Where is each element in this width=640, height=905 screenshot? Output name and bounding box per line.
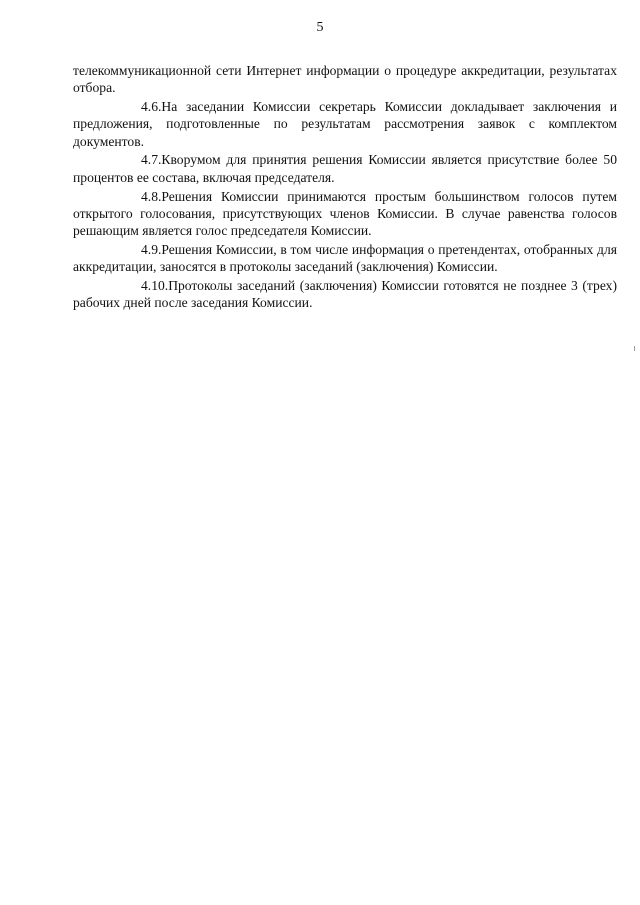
paragraph-text: Решения Комиссии, в том числе информация о претендентах, отобранных для аккредитации, заносятся в протоколы заседаний (заключения) Комиссии. [73,241,617,275]
paragraph-text: На заседании Комиссии секретарь Комиссии докладывает заключения и предложения, подготовленные по результатам рассмотрения заявок с комплектом документов. [73,99,617,149]
paragraph-4-10 [73,277,617,312]
paragraph-4-9 [73,241,617,276]
document-body [73,62,617,313]
paragraph-text: Решения Комиссии принимаются простым большинством голосов путем открытого голосования, присутствующих членов Комиссии. В случае равенства голосов решающим является голос председателя Комиссии. [73,188,617,239]
paragraph-text: Протоколы заседаний (заключения) Комиссии готовятся не позднее 3 (трех) рабочих дней после заседания Комиссии. [73,278,617,311]
scan-mark [634,346,635,351]
paragraph-4-8 [73,188,617,240]
paragraph-4-7 [73,151,617,186]
paragraph-continuation [73,62,617,97]
paragraph-number: 4.9. [141,241,162,257]
paragraph-text: Кворумом для принятия решения Комиссии является присутствие более 50 процентов ее состава, включая председателя. [73,152,617,185]
paragraph-number: 4.8. [141,188,162,204]
paragraph-number: 4.7. [141,152,162,168]
paragraph-text: телекоммуникационной сети Интернет информации о процедуре аккредитации, результатах отбора. [73,63,617,96]
paragraph-number: 4.6. [141,99,162,115]
page-number: 5 [316,20,324,35]
paragraph-number: 4.10. [141,278,169,294]
paragraph-4-6 [73,98,617,150]
